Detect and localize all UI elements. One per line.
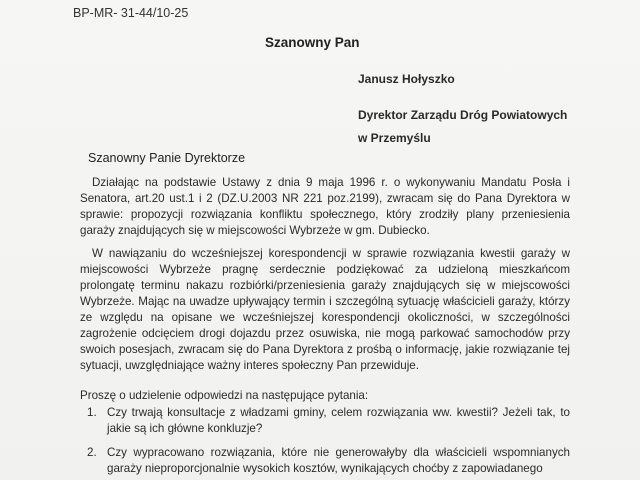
- list-item: [80, 405, 570, 437]
- list-item: [80, 445, 570, 477]
- list-item-text: Czy wypracowano rozwiązania, które nie generowałyby dla właścicieli wspomnianych garaży nieproporcjonalnie wysokich kosztów, wynikających choćby z zapowiadanego: [107, 446, 570, 475]
- salutation-top: Szanowny Pan: [265, 35, 360, 50]
- reference-number: BP-MR- 31-44/10-25: [73, 6, 189, 20]
- recipient-name: Janusz Hołyszko: [358, 72, 455, 86]
- recipient-title: Dyrektor Zarządu Dróg Powiatowych: [358, 108, 568, 122]
- list-item-number: 2.: [87, 446, 97, 459]
- paragraph-2: W nawiązaniu do wcześniejszej korespondencji w sprawie rozwiązania kwestii garaży w miejscowości Wybrzeże pragnę serdecznie podziękować za udzieloną mieszkańcom prolongatę terminu nakazu rozbiórki/przeniesienia garaży znajdujących się w miejscowości Wybrzeże. Mając na uwadze upływający termin i szczególną sytuację właścicieli garaży, którzy ze względu na opisane we wcześniejszej korespondencji okoliczności, w szczególności zagrożenie odcięciem drogi dojazdu przez osuwiska, nie mogą parkować samochodów przy swoich posesjach, zwracam się do Pana Dyrektora z prośbą o informację, jakie rozwiązanie tej sytuacji, uwzględniające ważny interes społeczny Pan przewiduje.: [80, 247, 570, 372]
- question-list: [80, 405, 570, 480]
- paragraph-1: Działając na podstawie Ustawy z dnia 9 maja 1996 r. o wykonywaniu Mandatu Posła i Senatora, art.20 ust.1 i 2 (DZ.U.2003 NR 221 poz.2199), zwracam się do Pana Dyrektora w sprawie: propozycji rozwiązania konfliktu społecznego, który zrodziły plany przeniesienia garaży znajdujących się w miejscowości Wybrzeże w gm. Dubiecko.: [80, 176, 570, 237]
- greeting: Szanowny Panie Dyrektorze: [88, 151, 246, 165]
- list-item-number: 1.: [87, 406, 97, 419]
- list-item-text: Czy trwają konsultacje z władzami gminy, celem rozwiązania ww. kwestii? Jeżeli tak, to jakie są ich główne konkluzje?: [107, 406, 570, 435]
- paragraph-3: Proszę o udzielenie odpowiedzi na następujące pytania:: [80, 389, 369, 402]
- recipient-city: w Przemyślu: [358, 131, 431, 145]
